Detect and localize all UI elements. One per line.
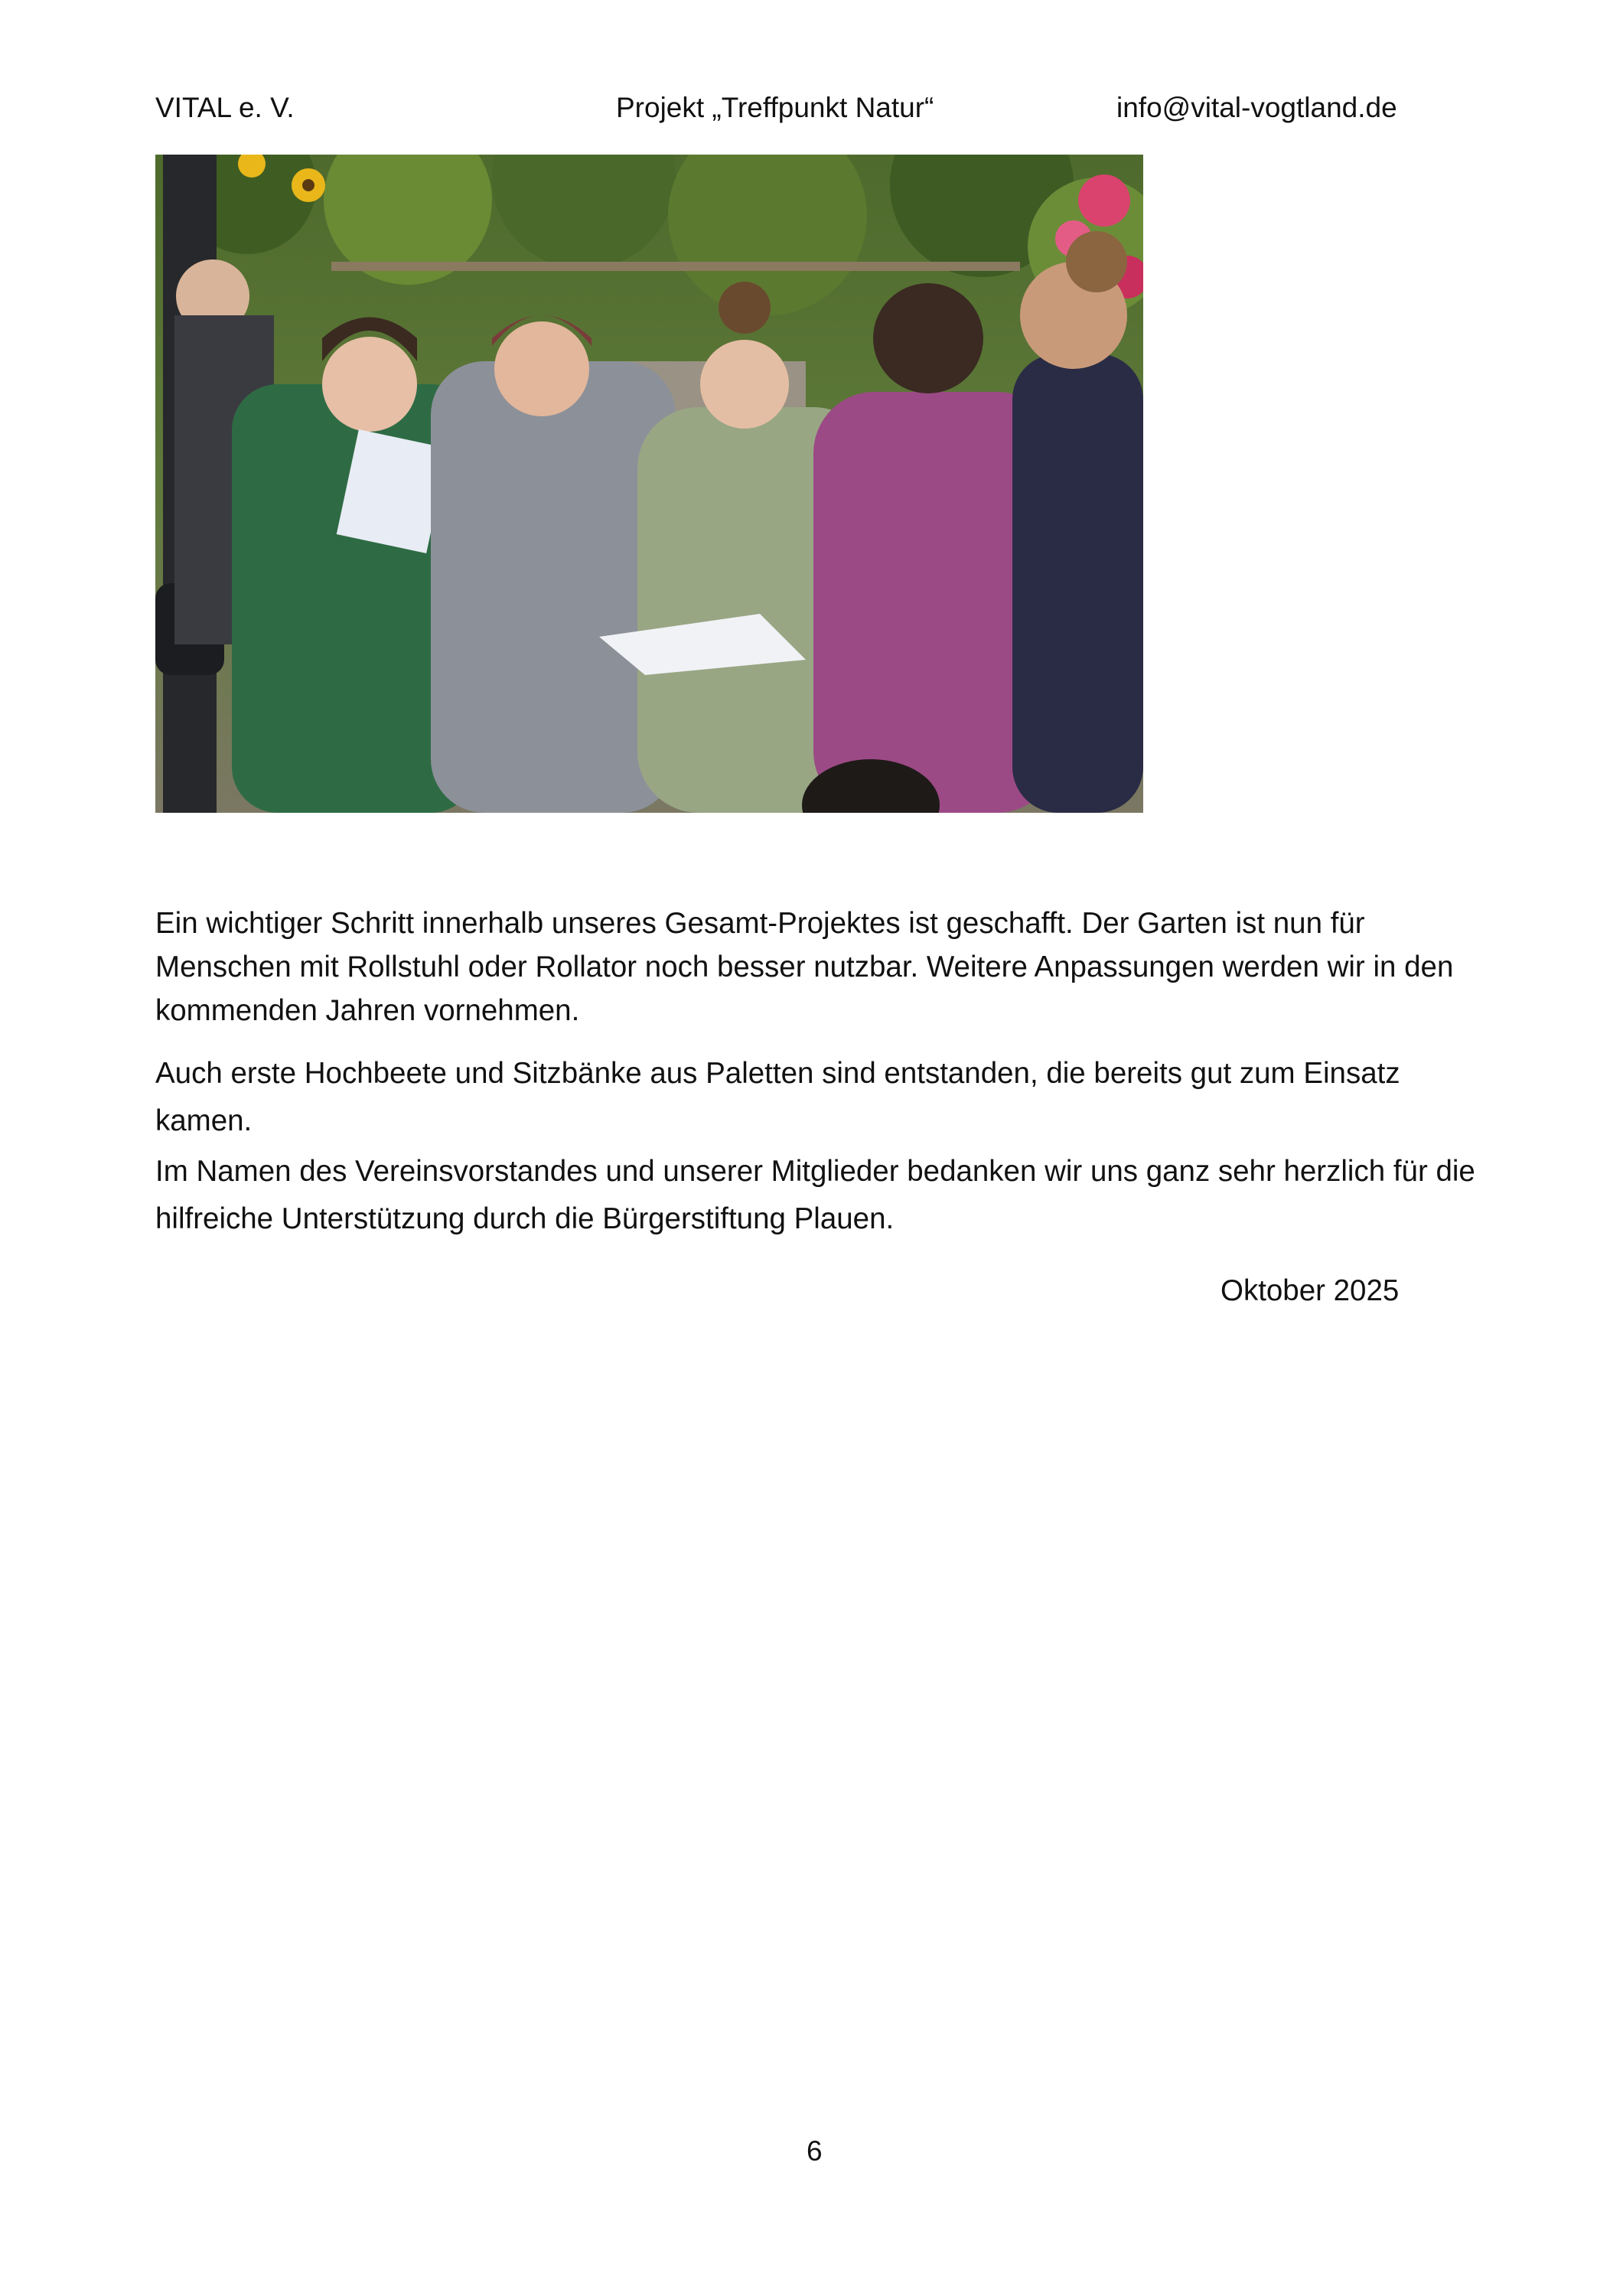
header-project: Projekt „Treffpunkt Natur“ [616,92,934,123]
paragraph-progress: Ein wichtiger Schritt innerhalb unseres Gesamt-Projektes ist geschafft. Der Garten ist nun für Menschen mit Rollstuhl oder Rollator noch besser nutzbar. Weitere Anpassungen werden wir in den kommenden Jahren vornehmen. [155,907,1454,1027]
page-number: 6 [807,2135,823,2167]
header-email: info@vital-vogtland.de [1116,92,1397,123]
paragraph-raised-beds: Auch erste Hochbeete und Sitzbänke aus Paletten sind entstanden, die bereits gut zum Einsatz kamen. [155,1057,1400,1137]
document-date: Oktober 2025 [1221,1274,1400,1307]
group-photo [155,155,1143,813]
header-organization: VITAL e. V. [155,92,295,123]
paragraph-thanks: Im Namen des Vereinsvorstandes und unserer Mitglieder bedanken wir uns ganz sehr herzlich für die hilfreiche Unterstützung durch die Bürgerstiftung Plauen. [155,1155,1475,1235]
